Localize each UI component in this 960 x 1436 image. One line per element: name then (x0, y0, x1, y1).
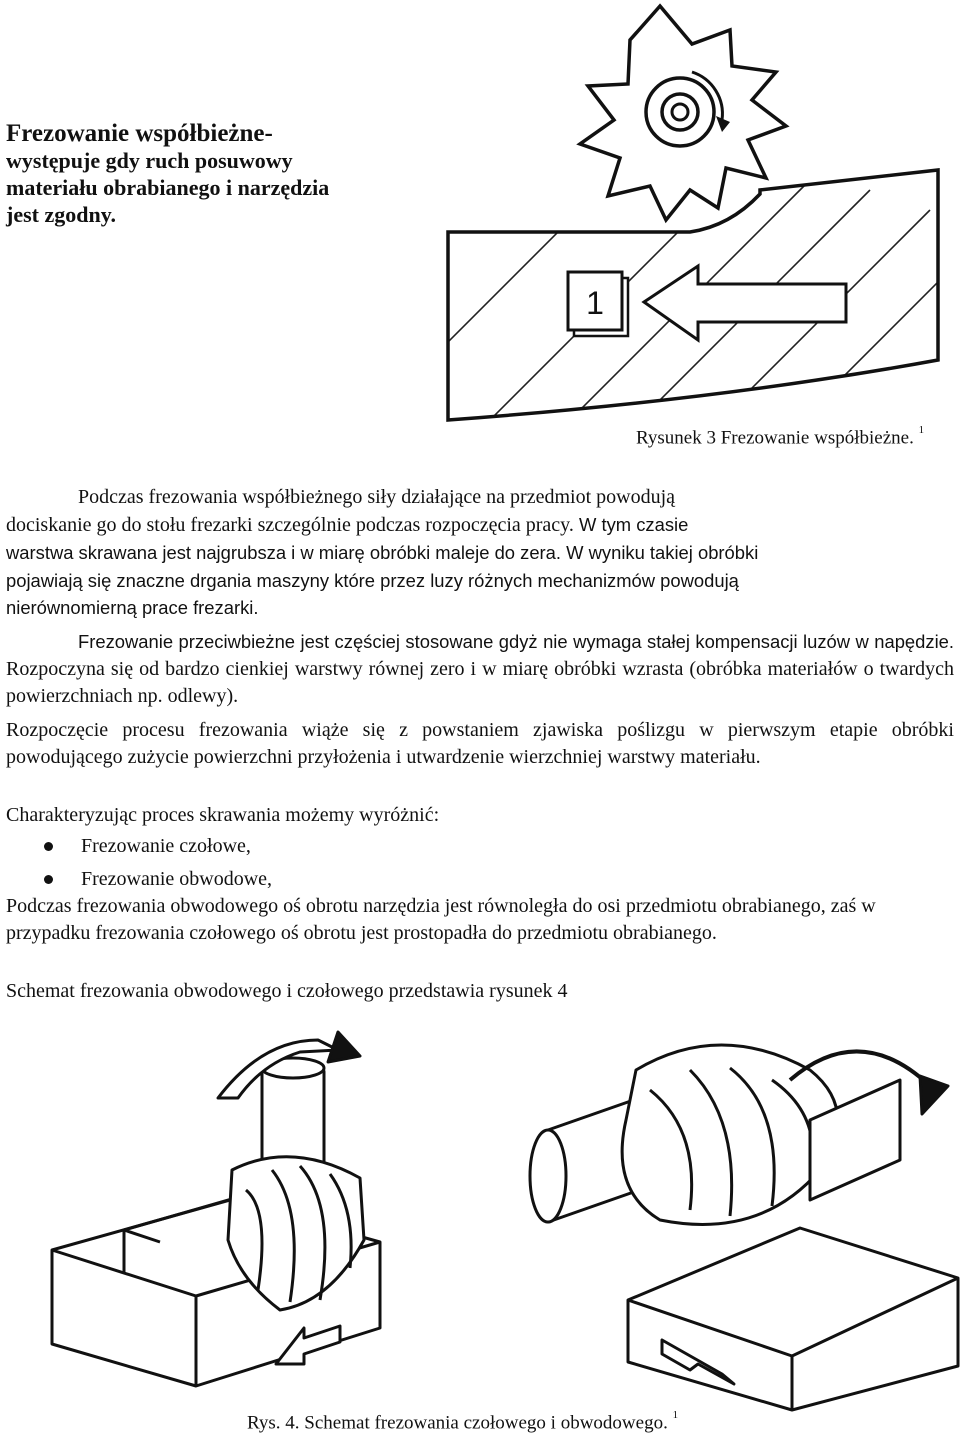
p1-line-5: nierównomierną prace frezarki. (6, 596, 259, 618)
paragraph-6: Schemat frezowania obwodowego i czołowego przedstawia rysunek 4 (6, 980, 568, 1002)
list-item: Frezowanie czołowe, (6, 830, 272, 863)
bullet-icon (44, 842, 53, 851)
list-item: Frezowanie obwodowe, (6, 863, 272, 896)
paragraph-2: Frezowanie przeciwbieżne jest częściej stosowane gdyż nie wymaga stałej kompensacji luzów w napędzie. Rozpoczyna się od bardzo cienkiej warstwy równej zero i w miarę obróbki wzrasta (obróbka materiałów o twardych powierzchniach np. odlewy). (6, 631, 954, 708)
paragraph-3: Rozpoczęcie procesu frezowania wiąże się z powstaniem zjawiska poślizgu w pierwszym etapie obróbki powodującego zużycie powierzchni przyłożenia i utwardzenie wierzchniej warstwy materiału. (6, 719, 954, 769)
section-heading (6, 120, 386, 228)
heading-line-4: jest zgodny. (6, 202, 116, 227)
face-and-peripheral-milling-figure (0, 1010, 960, 1412)
p1-line-4: pojawiają się znaczne drgania maszyny które przez luzy różnych mechanizmów powodują (6, 569, 739, 591)
figure1-caption: Rysunek 3 Frezowanie współbieżne. $^1$ (636, 424, 925, 449)
heading-line-2: występuje gdy ruch posuwowy (6, 148, 293, 173)
climb-milling-figure (430, 0, 960, 430)
paragraph-4: Charakteryzując proces skrawania możemy wyróżnić: (6, 804, 440, 826)
milling-cutter-icon (580, 6, 786, 220)
paragraph-5: Podczas frezowania obwodowego oś obrotu narzędzia jest równoległa do osi przedmiotu obrabianego, zaś w przypadku frezowania czołowego oś obrotu jest prostopadła do przedmiotu obrabianego. (6, 895, 876, 945)
p1-line-3: warstwa skrawana jest najgrubsza i w miarę obróbki maleje do zera. W wyniku takiej obróbki (6, 542, 759, 564)
peripheral-milling-workpiece (628, 1228, 958, 1410)
step-number-box (568, 272, 628, 336)
feed-direction-arrow-icon (644, 266, 846, 340)
footnote-ref: 1 (918, 424, 925, 436)
bullet-list (6, 830, 272, 896)
face-mill-cutter-icon (218, 1032, 364, 1310)
bullet-icon (44, 875, 53, 884)
footnote-ref: 1 (672, 1409, 679, 1421)
figure2-caption: Rys. 4. Schemat frezowania czołowego i obwodowego. $^1$ (247, 1409, 679, 1434)
step-number: 1 (586, 285, 604, 321)
heading-line-3: materiału obrabianego i narzędzia (6, 175, 330, 200)
heading-line-1: Frezowanie współbieżne- (6, 120, 273, 147)
p1-line-1: Podczas frezowania współbieżnego siły działające na przedmiot powodują (78, 486, 676, 508)
peripheral-mill-cutter-icon (530, 1045, 948, 1224)
paragraph-1: Podczas frezowania współbieżnego siły działające na przedmiot powodują dociskanie go do stołu frezarki szczególnie podczas rozpoczęcia pracy. W tym czasie warstwa skrawana jest najgrubsza i w miarę obróbki maleje do zera. W wyniku takiej obróbki pojawiają się znaczne drgania maszyny które przez luzy różnych mechanizmów powodują nierównomierną prace frezarki. (6, 484, 954, 621)
